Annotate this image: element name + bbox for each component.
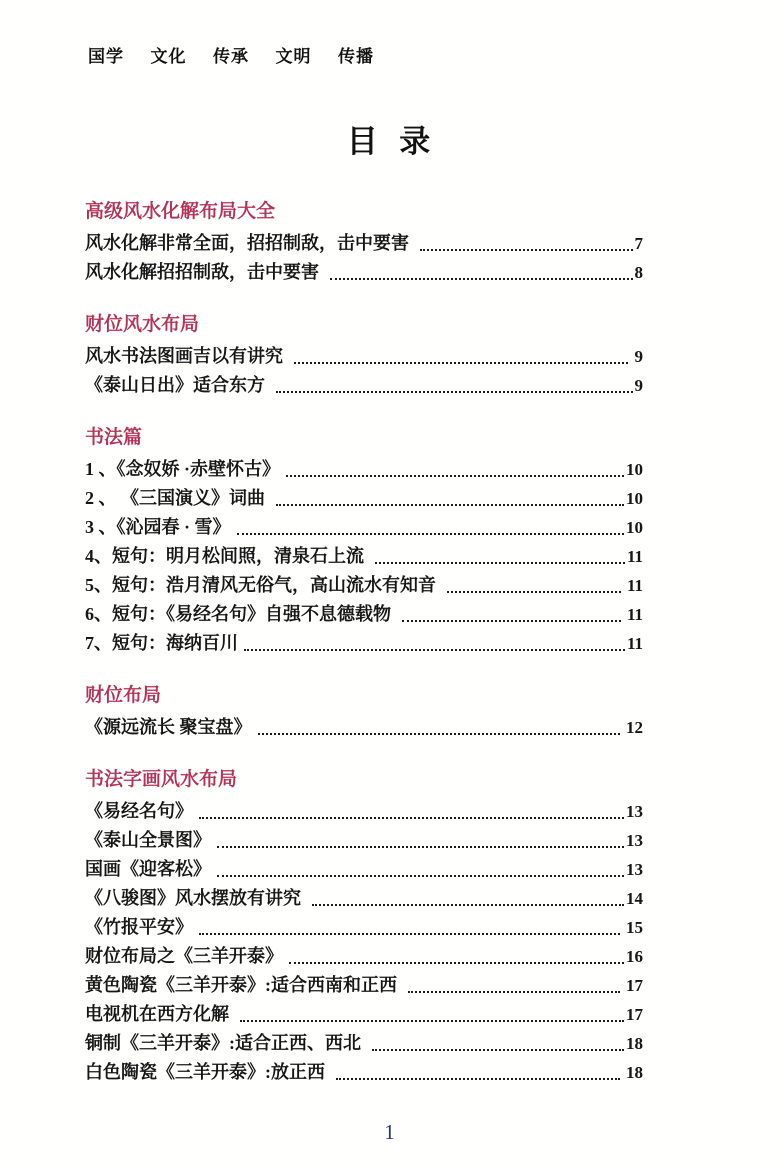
toc-entry-page: 18 bbox=[621, 1063, 643, 1082]
dot-leader bbox=[372, 1049, 625, 1051]
section-heading: 高级风水化解布局大全 bbox=[85, 201, 276, 222]
dot-leader bbox=[447, 591, 621, 593]
toc-entry-label: 电视机在西方化解 bbox=[85, 1004, 234, 1024]
toc-entry-label: 国画《迎客松》 bbox=[85, 859, 211, 879]
toc-entry-label: 2 、 《三国演义》词曲 bbox=[85, 488, 270, 508]
section-entries bbox=[85, 342, 643, 400]
toc-entry-label: 财位布局之《三羊开泰》 bbox=[85, 946, 283, 966]
toc-entry-label: 黄色陶瓷《三羊开泰》:适合西南和正西 bbox=[85, 975, 402, 995]
toc-entry[interactable] bbox=[85, 971, 643, 1000]
toc-entry-page: 9 bbox=[634, 376, 643, 395]
toc-entry-page: 17 bbox=[626, 1005, 643, 1024]
toc-entry-label: 5、短句：浩月清风无俗气，高山流水有知音 bbox=[85, 575, 441, 595]
dot-leader bbox=[240, 1020, 625, 1022]
toc-entry-label: 1 、《念奴娇 ·赤壁怀古》 bbox=[85, 459, 281, 479]
section-entries bbox=[85, 229, 643, 287]
toc-entry[interactable] bbox=[85, 855, 643, 884]
dot-leader bbox=[312, 904, 625, 906]
dot-leader bbox=[286, 475, 624, 477]
toc-entry[interactable] bbox=[85, 513, 643, 542]
toc-entry-page: 9 bbox=[630, 347, 643, 366]
dot-leader bbox=[217, 875, 624, 877]
toc-entry[interactable] bbox=[85, 1058, 643, 1087]
document-header-motto: 国学 文化 传承 文明 传播 bbox=[88, 47, 374, 66]
dot-leader bbox=[336, 1078, 620, 1080]
toc-entry[interactable] bbox=[85, 571, 643, 600]
toc-entry[interactable] bbox=[85, 797, 643, 826]
toc-entry-page: 10 bbox=[626, 460, 643, 479]
toc-entry[interactable] bbox=[85, 1029, 643, 1058]
toc-entry-label: 铜制《三羊开泰》:适合正西、西北 bbox=[85, 1033, 366, 1053]
toc-entry-label: 《源远流长 聚宝盘》 bbox=[85, 717, 252, 737]
toc-entry-label: 4、短句：明月松间照，清泉石上流 bbox=[85, 546, 369, 566]
toc-entry-label: 3 、《沁园春 · 雪》 bbox=[85, 517, 231, 537]
toc-entry-page: 11 bbox=[622, 605, 643, 624]
dot-leader bbox=[237, 533, 624, 535]
toc-entry-label: 《易经名句》 bbox=[85, 801, 193, 821]
toc-entry-label: 《竹报平安》 bbox=[85, 917, 193, 937]
section-heading: 书法字画风水布局 bbox=[85, 769, 238, 790]
toc-entry-page: 10 bbox=[626, 518, 643, 537]
dot-leader bbox=[402, 620, 621, 622]
toc-entry-page: 17 bbox=[621, 976, 643, 995]
toc-entry-label: 风水书法图画吉以有讲究 bbox=[85, 346, 288, 366]
dot-leader bbox=[217, 846, 624, 848]
toc-entry[interactable] bbox=[85, 1000, 643, 1029]
footer-page-number: 1 bbox=[384, 1120, 395, 1144]
toc-entry[interactable] bbox=[85, 913, 643, 942]
toc-entry-page: 11 bbox=[622, 576, 643, 595]
toc-entry[interactable] bbox=[85, 342, 643, 371]
dot-leader bbox=[294, 362, 629, 364]
toc-entry-label: 《泰山日出》适合东方 bbox=[85, 375, 270, 395]
toc-entry[interactable] bbox=[85, 371, 643, 400]
section-heading: 财位布局 bbox=[85, 685, 162, 706]
toc-section bbox=[85, 310, 643, 400]
toc-entry[interactable] bbox=[85, 600, 643, 629]
section-entries bbox=[85, 455, 643, 658]
section-heading: 财位风水布局 bbox=[85, 314, 200, 335]
section-heading: 书法篇 bbox=[85, 427, 143, 448]
dot-leader bbox=[289, 962, 624, 964]
dot-leader bbox=[199, 817, 624, 819]
toc-entry-page: 8 bbox=[634, 263, 643, 282]
dot-leader bbox=[276, 391, 633, 393]
toc-entry-page: 11 bbox=[626, 634, 643, 653]
section-entries bbox=[85, 797, 643, 1087]
toc-entry-label: 《八骏图》风水摆放有讲究 bbox=[85, 888, 306, 908]
dot-leader bbox=[199, 933, 620, 935]
toc-entry-page: 16 bbox=[626, 947, 643, 966]
table-of-contents bbox=[85, 197, 643, 1087]
toc-section bbox=[85, 681, 643, 742]
toc-entry[interactable] bbox=[85, 629, 643, 658]
toc-section bbox=[85, 765, 643, 1087]
toc-entry[interactable] bbox=[85, 455, 643, 484]
section-entries bbox=[85, 713, 643, 742]
toc-entry-label: 6、短句：《易经名句》自强不息德载物 bbox=[85, 604, 396, 624]
toc-section bbox=[85, 423, 643, 658]
toc-entry[interactable] bbox=[85, 942, 643, 971]
dot-leader bbox=[276, 504, 625, 506]
toc-entry-page: 7 bbox=[634, 234, 643, 253]
toc-entry[interactable] bbox=[85, 258, 643, 287]
toc-entry-page: 13 bbox=[626, 802, 643, 821]
toc-entry-page: 12 bbox=[621, 718, 643, 737]
toc-entry[interactable] bbox=[85, 229, 643, 258]
dot-leader bbox=[420, 249, 633, 251]
toc-entry-page: 13 bbox=[626, 831, 643, 850]
toc-entry-page: 10 bbox=[626, 489, 643, 508]
toc-entry[interactable] bbox=[85, 542, 643, 571]
dot-leader bbox=[330, 278, 633, 280]
page-title: 目 录 bbox=[346, 124, 433, 159]
toc-section bbox=[85, 197, 643, 287]
dot-leader bbox=[408, 991, 620, 993]
toc-entry-page: 15 bbox=[621, 918, 643, 937]
dot-leader bbox=[375, 562, 625, 564]
toc-entry-label: 白色陶瓷《三羊开泰》:放正西 bbox=[85, 1062, 330, 1082]
dot-leader bbox=[258, 733, 620, 735]
toc-entry-label: 7、短句：海纳百川 bbox=[85, 633, 238, 653]
toc-entry-label: 风水化解非常全面，招招制敌，击中要害 bbox=[85, 233, 414, 253]
toc-entry[interactable] bbox=[85, 826, 643, 855]
toc-entry-page: 14 bbox=[626, 889, 643, 908]
toc-entry-page: 11 bbox=[626, 547, 643, 566]
toc-entry[interactable] bbox=[85, 884, 643, 913]
toc-entry-label: 风水化解招招制敌，击中要害 bbox=[85, 262, 324, 282]
dot-leader bbox=[244, 649, 625, 651]
toc-entry[interactable] bbox=[85, 713, 643, 742]
toc-entry-label: 《泰山全景图》 bbox=[85, 830, 211, 850]
toc-entry[interactable] bbox=[85, 484, 643, 513]
toc-entry-page: 13 bbox=[626, 860, 643, 879]
toc-entry-page: 18 bbox=[626, 1034, 643, 1053]
